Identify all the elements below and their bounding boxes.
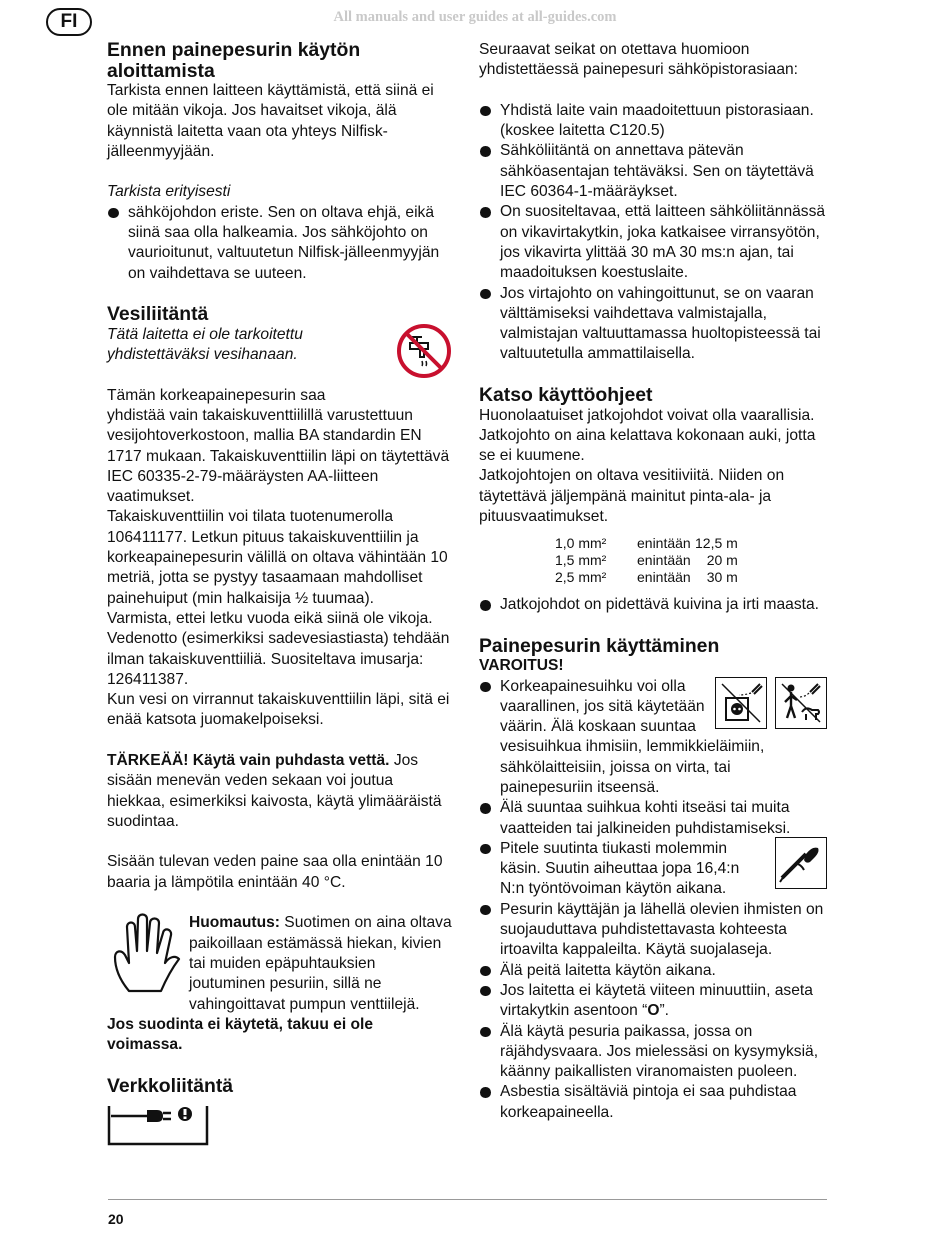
- plug-earth-icon: [107, 1104, 452, 1152]
- list-item: Älä käytä pesuria paikassa, jossa on räjähdysvaara. Jos mielessäsi on kysymyksiä, käänny paikallisten viranomaisten puoleen.: [479, 1022, 827, 1083]
- switch-off-symbol: O: [647, 1002, 660, 1020]
- watermark: All manuals and user guides at all-guides.com: [333, 9, 617, 25]
- note-block: [107, 913, 452, 1055]
- usage-heading: Painepesurin käyttäminen: [479, 634, 720, 657]
- hand-warning-icon: [109, 913, 185, 1003]
- hold-spray-gun-icon: [775, 837, 827, 889]
- table-row: [555, 552, 738, 569]
- table-row: [555, 535, 738, 552]
- usage-bullet-text: Pitele suutinta tiukasti molemmin käsin. Suutin aiheuttaa jopa 16,4:n N:n työntövoiman käytön aikana.: [500, 839, 740, 898]
- extension-list: [479, 595, 827, 615]
- water-paragraph: Tämän korkeapainepesurin saa yhdistää vain takaiskuventtiilillä varustettuun vesijohtoverkostoon, mallia BA standardin EN 1717 mukaan. Takaiskuventtiilin läpi on täytettävä IEC 60335-2-79-määräysten AA-liitteen vaatimukset.: [107, 386, 450, 506]
- check-list: [107, 203, 452, 284]
- list-item: On suositeltavaa, että laitteen sähköliitännässä on vikavirtakytkin, joka katkaisee virransyötön, jos vikavirta ylittää 30 mA 30 ms:n ajan, tai maadoituksen koestuslaite.: [479, 202, 827, 283]
- list-item: [479, 981, 827, 1022]
- list-item: Älä peitä laitetta käytön aikana.: [479, 961, 827, 981]
- list-item: Pesurin käyttäjän ja lähellä olevien ihmisten on suojauduttava puhdistettavasta kohteesta irtoavilta kappaleilta. Käytä suojalaseja.: [479, 900, 827, 961]
- note-label: Huomautus:: [189, 914, 280, 932]
- important-paragraph: [107, 751, 452, 832]
- important-text: Jos sisään menevän veden sekaan voi joutua hiekkaa, esimerkiksi kaivosta, käytä ylimääräistä suodintaa.: [107, 752, 442, 830]
- important-label: TÄRKEÄÄ! Käytä vain puhdasta vettä.: [107, 752, 390, 769]
- table-cell: 20 m: [706, 551, 738, 568]
- left-column: [107, 40, 452, 1153]
- list-item: [479, 677, 827, 799]
- switch-text: Jos laitetta ei käytetä viiteen minuuttiin, aseta virtakytkin asentoon “: [500, 981, 813, 1020]
- table-row: [555, 569, 738, 586]
- list-item: Yhdistä laite vain maadoitettuun pistorasiaan. (koskee laitetta C120.5): [479, 101, 827, 142]
- mains-list: [479, 101, 827, 365]
- language-badge: FI: [46, 8, 92, 36]
- list-item: [479, 839, 827, 900]
- list-item: Jatkojohdot on pidettävä kuivina ja irti maasta.: [479, 595, 827, 615]
- page-number: 20: [108, 1211, 124, 1227]
- warranty-text: Jos suodinta ei käytetä, takuu ei ole voimassa.: [107, 1015, 374, 1054]
- note-text: Suotimen on aina oltava paikoillaan estämässä hiekan, kivien tai muiden epäpuhtauksien joutuminen pesuriin, sillä ne vahingoittavat pumpun venttiilejä.: [189, 914, 452, 1013]
- before-use-heading: Ennen painepesurin käytön aloittamista: [107, 39, 361, 82]
- no-spray-people-animals-icon: [775, 677, 827, 729]
- usage-bullet-text: Korkeapainesuihku voi olla vaarallinen, jos sitä käytetään väärin. Älä koskaan suuntaa vesisuihkua ihmisiin, lemmikkieläimiin, sähkölaitteisiin, joissa on virta, tai painepesuriin itseensä.: [500, 677, 765, 796]
- list-item: Jos virtajohto on vahingoittunut, se on vaaran välttämiseksi vaihdettava valmistajalla, valmistajan valtuuttamassa huoltopisteessä tai valtuutetulla ammattilaisella.: [479, 284, 827, 365]
- water-heading: Vesiliitäntä: [107, 303, 209, 326]
- warning-label: VAROITUS!: [479, 657, 564, 675]
- mains-heading: Verkkoliitäntä: [107, 1074, 234, 1097]
- right-column: [479, 40, 827, 1123]
- table-cell: 30 m: [706, 568, 738, 585]
- manual-heading: Katso käyttöohjeet: [479, 384, 653, 407]
- before-use-text: Tarkista ennen laitteen käyttämistä, että siinä ei ole mitään vikoja. Jos havaitset vikoja, älä käynnistä laitetta vaan ota yhteys Nilfisk-jälleenmyyjään.: [107, 82, 434, 160]
- table-cell: enintään: [637, 568, 691, 585]
- list-item: Älä suuntaa suihkua kohti itseäsi tai muita vaatteiden tai jalkineiden puhdistamiseksi.: [479, 798, 827, 839]
- manual-paragraph: Huonolaatuiset jatkojohdot voivat olla vaarallisia. Jatkojohto on aina kelattava kokonaan auki, jotta se ei kuumene.: [479, 406, 816, 465]
- water-intro: Tätä laitetta ei ole tarkoitettu yhdistettäväksi vesihanaan.: [107, 325, 303, 364]
- table-cell: 2,5 mm²: [555, 568, 607, 585]
- water-paragraph: Kun vesi on virrannut takaiskuventtiilin läpi, sitä ei enää katsota juomakelpoiseksi.: [107, 691, 450, 729]
- check-label: Tarkista erityisesti: [107, 183, 231, 201]
- water-paragraph: Varmista, ettei letku vuoda eikä siinä ole vikoja.: [107, 609, 433, 627]
- table-cell: 12,5 m: [695, 535, 738, 552]
- switch-text-end: ”.: [659, 1002, 670, 1020]
- list-item: sähköjohdon eriste. Sen on oltava ehjä, eikä siinä saa olla halkeamia. Jos sähköjohto on vaurioitunut, valtuutetun Nilfisk-jälleenmyyjän on vaihdettava se uuteen.: [107, 203, 452, 284]
- water-paragraph: Takaiskuventtiilin voi tilata tuotenumerolla 106411177. Letkun pituus takaiskuventtiilin ja korkeapainepesurin välillä on oltava vähintään 10 metriä, jotta se pystyy tasaamaan mahdolliset painehuiput (min halkaisija ½ tuumaa).: [107, 508, 448, 607]
- table-cell: 1,5 mm²: [555, 551, 607, 568]
- table-cell: 1,0 mm²: [555, 535, 607, 552]
- pressure-text: Sisään tulevan veden paine saa olla enintään 10 baaria ja lämpötila enintään 40 °C.: [107, 853, 443, 891]
- list-item: Sähköliitäntä on annettava pätevän sähköasentajan tehtäväksi. Sen on täytettävä IEC 60364-1-määräykset.: [479, 141, 827, 202]
- table-cell: enintään: [637, 551, 691, 568]
- mains-intro: Seuraavat seikat on otettava huomioon yhdistettäessä painepesuri sähköpistorasiaan:: [479, 41, 799, 79]
- table-cell: enintään: [637, 535, 691, 552]
- no-spray-electric-icon: [715, 677, 767, 729]
- water-paragraph: Vedenotto (esimerkiksi sadevesiastiasta) tehdään ilman takaiskuventtiiliä. Suositeltava imusarja: 126411387.: [107, 630, 450, 688]
- cable-size-table: [555, 535, 738, 585]
- list-item: Asbestia sisältäviä pintoja ei saa puhdistaa korkeapaineella.: [479, 1082, 827, 1123]
- usage-list: [479, 677, 827, 1124]
- no-water-tap-icon: [396, 323, 452, 385]
- manual-paragraph: Jatkojohtojen on oltava vesitiiviitä. Niiden on täytettävä jäljempänä mainitut pinta-ala- ja pituusvaatimukset.: [479, 467, 785, 526]
- footer-divider: [108, 1199, 827, 1200]
